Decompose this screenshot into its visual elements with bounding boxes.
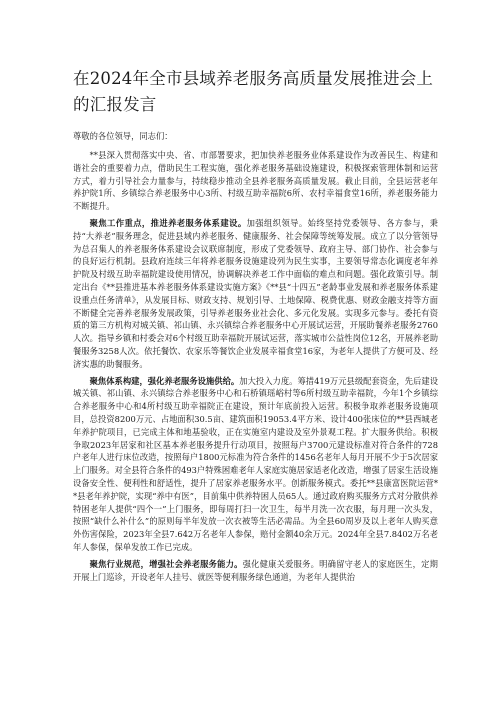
paragraph-lead: 聚焦体系构建，强化养老服务设施供给。 [89, 375, 240, 386]
paragraph-intro [73, 149, 438, 213]
paragraph-body: 强化健康关爱服务。明确留守老人的家庭医生，定期开展上门巡诊，开设老年人挂号、就医等便利服务绿色通道，为老年人提供治 [73, 558, 438, 582]
paragraph-lead: 聚焦工作重点，推进养老服务体系建设。 [89, 217, 247, 228]
document-title: 在2024年全市县域养老服务高质量发展推进会上的汇报发言 [73, 69, 434, 114]
paragraph-work-focus [73, 217, 438, 371]
paragraph-industry-norms [73, 558, 438, 584]
paragraph-body: 加大投入力度。筹措419万元县级配套资金，先后建设城关镇、祁山镇、永兴镇综合养老服务中心和石桥镇瑶峪村等6所村级互助幸福院，今年1个乡镇综合养老服务中心和4所村级互助幸福院正在建设，预计年底前投入运营。积极争取养老服务设施项目，总投资8200万元、占地面积30.5亩、建筑面积19053.4平方米、设计400张床位的**县西城老年养护院项目，已完成主体和地基验收，正在实施室内建设及室外景观工程。扩大服务供给。积极争取2023年居家和社区基本养老服务提升行动项目，按照每户3700元建设标准对符合条件的728户老年人进行床位改造，按照每户1800元标准为符合条件的1456名老年人每月开展不少于5次居家上门服务。对全县符合条件的493户特殊困难老年人家庭实施居家适老化改造，增强了居家生活设施设备安全性、便利性和舒适性，提升了居家养老服务水平。创新服务模式。委托**县康富医院运营**县老年养护院，实现“养中有医”，目前集中供养特困人员65人。通过政府购买服务方式对分散供养特困老年人提供“四个一”上门服务，即每周打扫一次卫生，每半月洗一次衣服，每月理一次头发，按照“缺什么补什么”的原则每半年发放一次衣被等生活必需品。为全县60周岁及以上老年人购买意外伤害保险，2023年全县7.642万名老年人参保，赔付金额40余万元。2024年全县7.8402万名老年人参保，保单发放工作已完成。 [73, 375, 438, 552]
salutation: 尊敬的各位领导，同志们： [73, 131, 173, 141]
paragraph-body: **县深入贯彻落实中央、省、市部署要求，把加快养老服务业体系建设作为改善民生、构建和谐社会的重要着力点，借助民生工程实施，强化养老服务基础设施建设，积极探索管理体制和运营方式，着力引导社会力量参与，持续稳步推动全县养老服务高质量发展。截止目前，全县运营老年养护院1所、乡镇综合养老服务中心3所、村级互助幸福院6所、农村幸福食堂16所，养老服务能力不断提升。 [73, 150, 438, 212]
paragraph-system-building [73, 375, 438, 554]
paragraph-lead: 聚焦行业规范，增强社会养老服务能力。 [89, 558, 243, 569]
paragraph-body: 加强组织领导。始终坚持党委领导、各方参与，秉持“大养老”服务理念，促进县域内养老服务、健康服务、社会保障等统筹发展。成立了以分管领导为总召集人的养老服务体系建设会议联席制度，形成了党委领导、政府主导、部门协作、社会参与的良好运行机制。县政府连续三年将养老服务设施建设列为民生实事，主要领导常态化调度老年养护院及村级互助幸福院建设使用情况，协调解决养老工作中面临的难点和问题。强化政策引导。制定出台《**县推进基本养老服务体系建设实施方案》《**县“十四五”老龄事业发展和养老服务体系建设重点任务清单》，从发展目标、财政支持、规划引导、土地保障、税费优惠、财政金融支持等方面不断健全完善养老服务发展政策，引导养老服务业社会化、多元化发展。实现多元参与。委托有资质的第三方机构对城关镇、祁山镇、永兴镇综合养老服务中心开展试运营，开展助餐养老服务2760人次。指导乡镇和村委会对6个村级互助幸福院开展试运营，落实城市公益性岗位12名，开展养老助餐服务3258人次。依托餐饮、农家乐等餐饮企业发展幸福食堂16家，为老年人提供了方便可及、经济实惠的助餐服务。 [73, 217, 438, 369]
